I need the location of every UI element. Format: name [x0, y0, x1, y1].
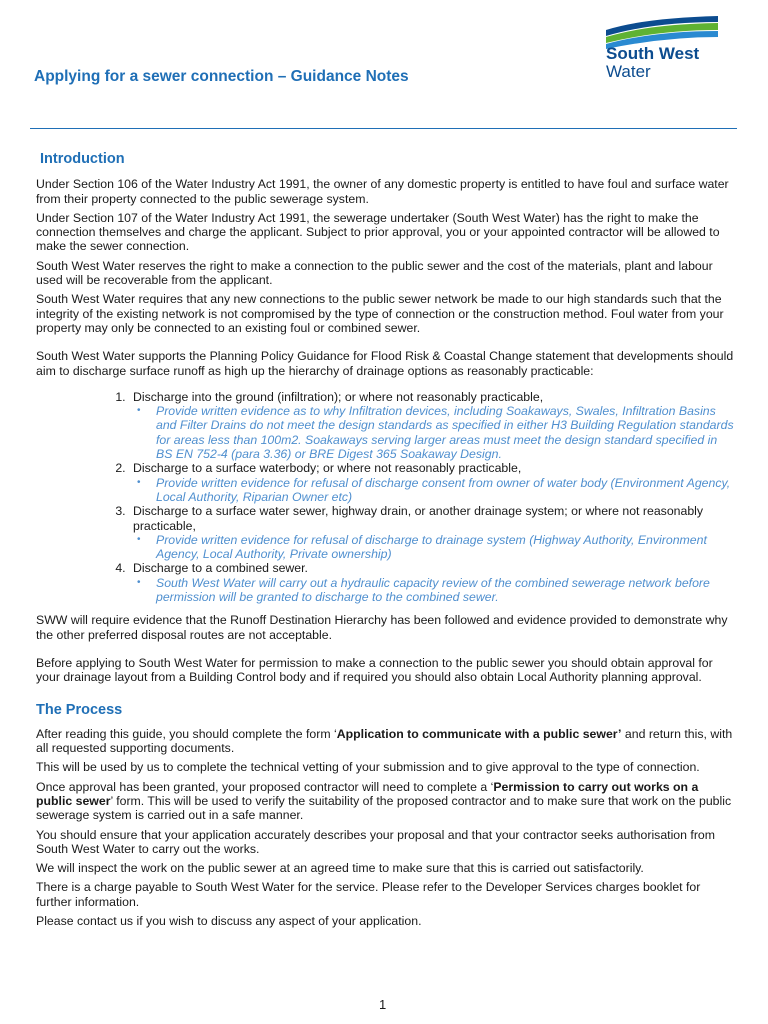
intro-paragraph-7: Before applying to South West Water for permission to make a connection to the public sewer you should obtain approval for your drainage layout from a Building Control body and if required you should also obtain Local Authority planning approval. [36, 655, 713, 685]
intro-paragraph-6: SWW will require evidence that the Runoff Destination Hierarchy has been followed and evidence provided to demonstrate why the other preferred disposal routes are not acceptable. [36, 613, 728, 642]
process-heading: The Process [36, 701, 123, 718]
intro-paragraph-5: South West Water supports the Planning Policy Guidance for Flood Risk & Coastal Change statement that developments should aim to discharge surface runoff as high up the hierarchy of drainage options as reasonably practicable: [36, 349, 734, 378]
hierarchy-item-text: Discharge to a surface water sewer, highway drain, or another drainage system; or where not reasonably practicable, [133, 504, 704, 533]
text-run: and return this, with all requested supporting documents. [36, 726, 733, 756]
hierarchy-item-text: Discharge to a surface waterbody; or where not reasonably practicable, [133, 461, 522, 476]
process-paragraph-7: Please contact us if you wish to discuss any aspect of your application. [36, 914, 422, 929]
process-paragraph-3 [36, 780, 736, 823]
text-run: Once approval has been granted, your proposed contractor will need to complete a ‘ [36, 779, 494, 794]
hierarchy-sub-item: • Provide written evidence as to why Infiltration devices, including Soakaways, Swales, Infiltration Basins and Filter Drains do not meet the design standards as specified in either H3 Building Regulation standards for areas less than 100m2. Soakaways serving larger areas must meet the design standard specified in BS EN 752-4 (para 3.36) or BRE Digest 365 Soakaway Design. [156, 404, 736, 461]
hierarchy-sub-item: • South West Water will carry out a hydraulic capacity review of the combined sewerage network before permission will be granted to discharge to the combined sewer. [156, 576, 736, 605]
intro-paragraph-3: South West Water reserves the right to make a connection to the public sewer and the cost of the materials, plant and labour used will be recoverable from the applicant. [36, 258, 713, 288]
process-paragraph-5: We will inspect the work on the public sewer at an agreed time to make sure that this is carried out satisfactorily. [36, 861, 644, 876]
text-run: After reading this guide, you should complete the form ‘ [36, 726, 337, 741]
hierarchy-sub-item: • Provide written evidence for refusal of discharge to drainage system (Highway Authority, Environment Agency, Local Authority, Private ownership) [156, 533, 736, 562]
intro-paragraph-1: Under Section 106 of the Water Industry Act 1991, the owner of any domestic property is entitled to have foul and surface water from their property connected to the public sewerage system. [36, 177, 729, 206]
hierarchy-item-2 [129, 461, 736, 504]
process-paragraph-2: This will be used by us to complete the technical vetting of your submission and to give approval to the type of connection. [36, 760, 700, 775]
logo-text [606, 45, 699, 81]
intro-paragraph-2: Under Section 107 of the Water Industry Act 1991, the sewerage undertaker (South West Water) has the right to make the connection themselves and charge the applicant. Subject to prior approval, you or your appointed contractor will be allowed to make the sewer connection. [36, 210, 720, 254]
hierarchy-item-1 [129, 390, 736, 461]
hierarchy-sub-item: • Provide written evidence for refusal of discharge consent from owner of water body (Environment Agency, Local Authority, Riparian Owner etc) [156, 476, 736, 505]
form-name-permission: Permission to carry out works on a public sewer [36, 779, 699, 808]
hierarchy-item-text: Discharge to a combined sewer. [133, 561, 308, 576]
hierarchy-item-4 [129, 561, 736, 604]
text-run: ’ form. This will be used to verify the suitability of the proposed contractor and to make sure that work on the public sewerage system is carried out in a safe manner. [36, 793, 732, 823]
process-paragraph-6: There is a charge payable to South West Water for the service. Please refer to the Developer Services charges booklet for further information. [36, 880, 701, 909]
header-divider [30, 128, 737, 129]
process-paragraph-4: You should ensure that your application accurately describes your proposal and that your contractor seeks authorisation from South West Water to carry out the works. [36, 827, 715, 856]
hierarchy-item-text: Discharge into the ground (infiltration); or where not reasonably practicable, [133, 389, 544, 404]
process-paragraph-1 [36, 727, 736, 756]
page-title: Applying for a sewer connection – Guidance Notes [34, 68, 409, 85]
intro-paragraph-4: South West Water requires that any new connections to the public sewer network be made to our high standards such that the integrity of the existing network is not compromised by the type of connection or the construction method. Foul water from your property may only be connected to an existing foul or combined sewer. [36, 292, 724, 335]
hierarchy-item-3 [129, 504, 736, 561]
logo-line-2: Water [606, 62, 651, 81]
logo-line-1: South West [606, 44, 700, 63]
drainage-hierarchy-list [36, 390, 736, 604]
form-name-application: Application to communicate with a public sewer’ [336, 726, 622, 741]
document-body [36, 152, 736, 933]
page-number: 1 [379, 997, 387, 1012]
introduction-heading: Introduction [40, 151, 125, 167]
